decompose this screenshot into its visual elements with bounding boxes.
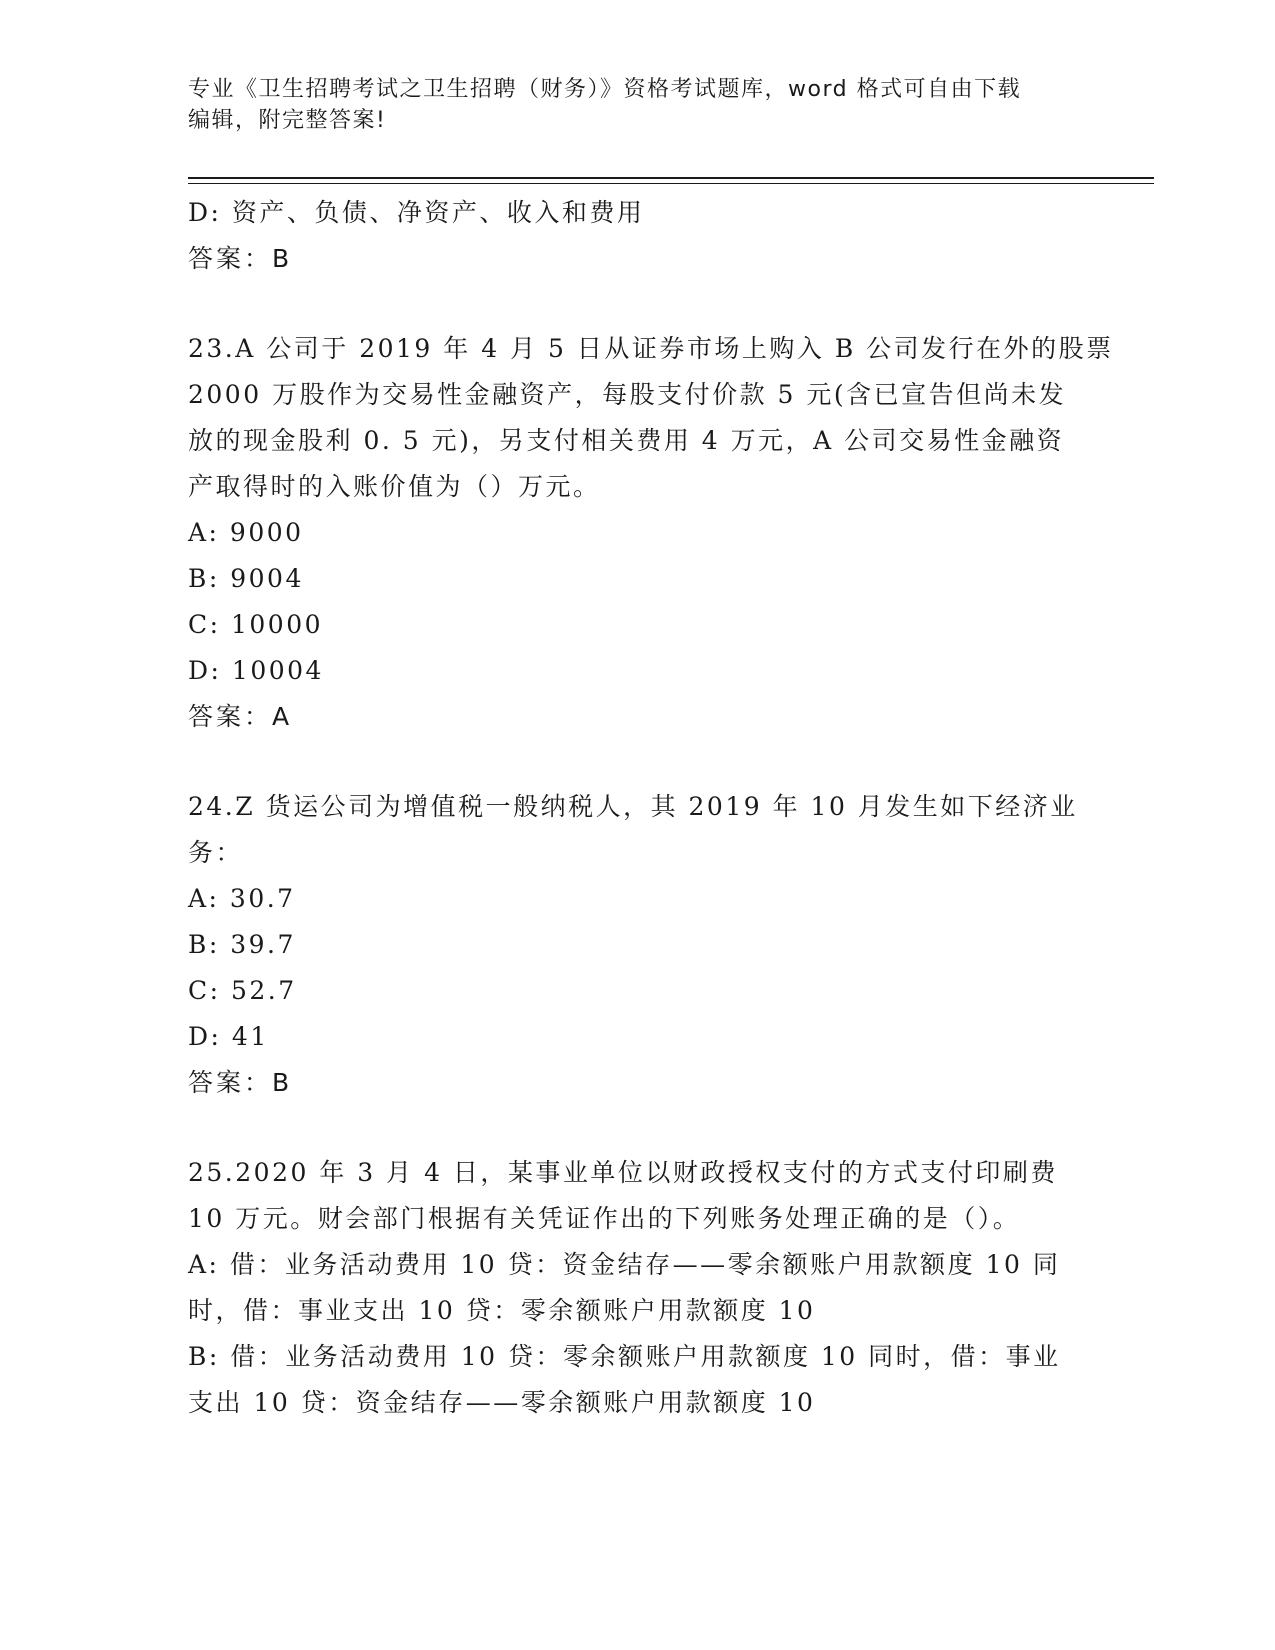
q24-stem-line: 务： [188, 838, 244, 867]
spacer [188, 282, 1088, 326]
q24-stem-line: 24.Z 货运公司为增值税一般纳税人，其 2019 年 10 月发生如下经济业 [188, 792, 1078, 821]
q23-stem-line: 产取得时的入账价值为（）万元。 [188, 472, 601, 501]
q25-option-b-cont: 支出 10 贷：资金结存——零余额账户用款额度 10 [188, 1388, 816, 1417]
q22-option-d: D: 资产、负债、净资产、收入和费用 [188, 198, 645, 227]
spacer [188, 1106, 1088, 1150]
q23-option-c: C: 10000 [188, 610, 324, 639]
q25-option-b: B: 借：业务活动费用 10 贷：零余额账户用款额度 10 同时，借：事业 [188, 1342, 1061, 1371]
q25-stem-line: 25.2020 年 3 月 4 日，某事业单位以财政授权支付的方式支付印刷费 [188, 1158, 1058, 1187]
header-divider-thin [188, 183, 1154, 184]
q23-stem-line: 放的现金股利 0. 5 元)，另支付相关费用 4 万元，A 公司交易性金融资 [188, 426, 1065, 455]
q25-option-a: A: 借：业务活动费用 10 贷：资金结存——零余额账户用款额度 10 同 [188, 1250, 1061, 1279]
question-content [188, 190, 1114, 1426]
spacer [188, 740, 1088, 784]
q24-answer: 答案：B [188, 1068, 293, 1097]
q23-option-b: B: 9004 [188, 564, 304, 593]
q23-stem-line: 23.A 公司于 2019 年 4 月 5 日从证券市场上购入 B 公司发行在外的股票 [188, 334, 1114, 363]
header-divider-thick [188, 177, 1154, 179]
document-header [188, 74, 1088, 136]
q24-option-c: C: 52.7 [188, 976, 297, 1005]
q24-option-a: A: 30.7 [188, 884, 296, 913]
header-line-1: 专业《卫生招聘考试之卫生招聘（财务）》资格考试题库，word 格式可自由下载 [188, 77, 1022, 102]
q25-option-a-cont: 时，借：事业支出 10 贷：零余额账户用款额度 10 [188, 1296, 816, 1325]
q23-stem-line: 2000 万股作为交易性金融资产，每股支付价款 5 元(含已宣告但尚未发 [188, 380, 1067, 409]
q23-answer: 答案：A [188, 702, 293, 731]
q22-answer: 答案：B [188, 244, 293, 273]
q25-stem-line: 10 万元。财会部门根据有关凭证作出的下列账务处理正确的是（）。 [188, 1204, 1021, 1233]
q24-option-b: B: 39.7 [188, 930, 296, 959]
q23-option-a: A: 9000 [188, 518, 304, 547]
q23-option-d: D: 10004 [188, 656, 324, 685]
header-line-2: 编辑，附完整答案! [188, 108, 387, 133]
q24-option-d: D: 41 [188, 1022, 269, 1051]
